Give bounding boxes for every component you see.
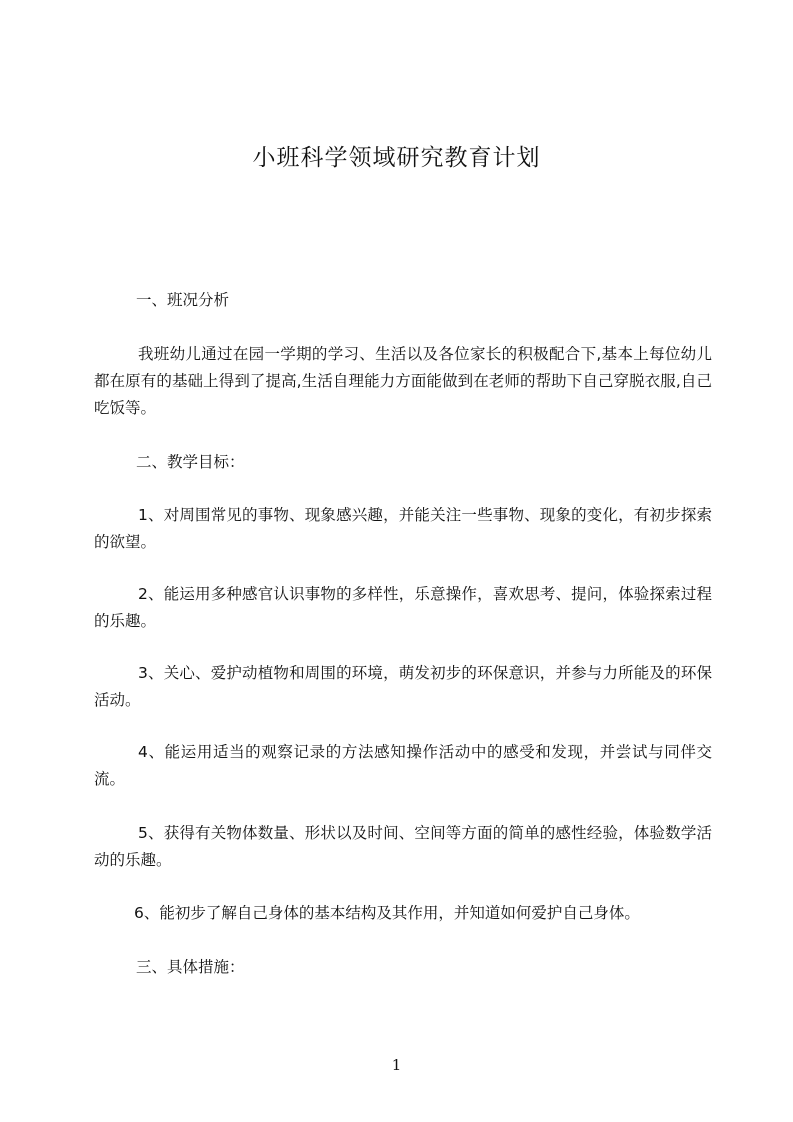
goal-item-3: 3、关心、爱护动植物和周围的环境，萌发初步的环保意识，并参与力所能及的环保活动。 (94, 664, 712, 709)
goal-item-1: 1、对周围常见的事物、现象感兴趣，并能关注一些事物、现象的变化，有初步探索的欲望。 (94, 506, 712, 551)
goal-item-4: 4、能运用适当的观察记录的方法感知操作活动中的感受和发现，并尝试与同伴交流。 (94, 743, 712, 788)
goal-item-6: 6、能初步了解自己身体的基本结构及其作用，并知道如何爱护自己身体。 (134, 904, 640, 922)
section-heading-specific-measures: 三、具体措施： (136, 958, 245, 976)
section-heading-teaching-goals: 二、教学目标： (136, 453, 245, 471)
goal-item-5: 5、获得有关物体数量、形状以及时间、空间等方面的简单的感性经验，体验数学活动的乐趣。 (94, 824, 712, 869)
section-heading-class-analysis: 一、班况分析 (136, 291, 230, 309)
page-number: 1 (391, 1056, 402, 1074)
paragraph-class-analysis: 我班幼儿通过在园一学期的学习、生活以及各位家长的积极配合下,基本上每位幼儿都在原有的基础上得到了提高,生活自理能力方面能做到在老师的帮助下自己穿脱衣服,自己吃饭等。 (94, 345, 712, 417)
document-title: 小班科学领域研究教育计划 (252, 145, 541, 171)
goal-item-2: 2、能运用多种感官认识事物的多样性，乐意操作，喜欢思考、提问，体验探索过程的乐趣。 (94, 585, 712, 630)
